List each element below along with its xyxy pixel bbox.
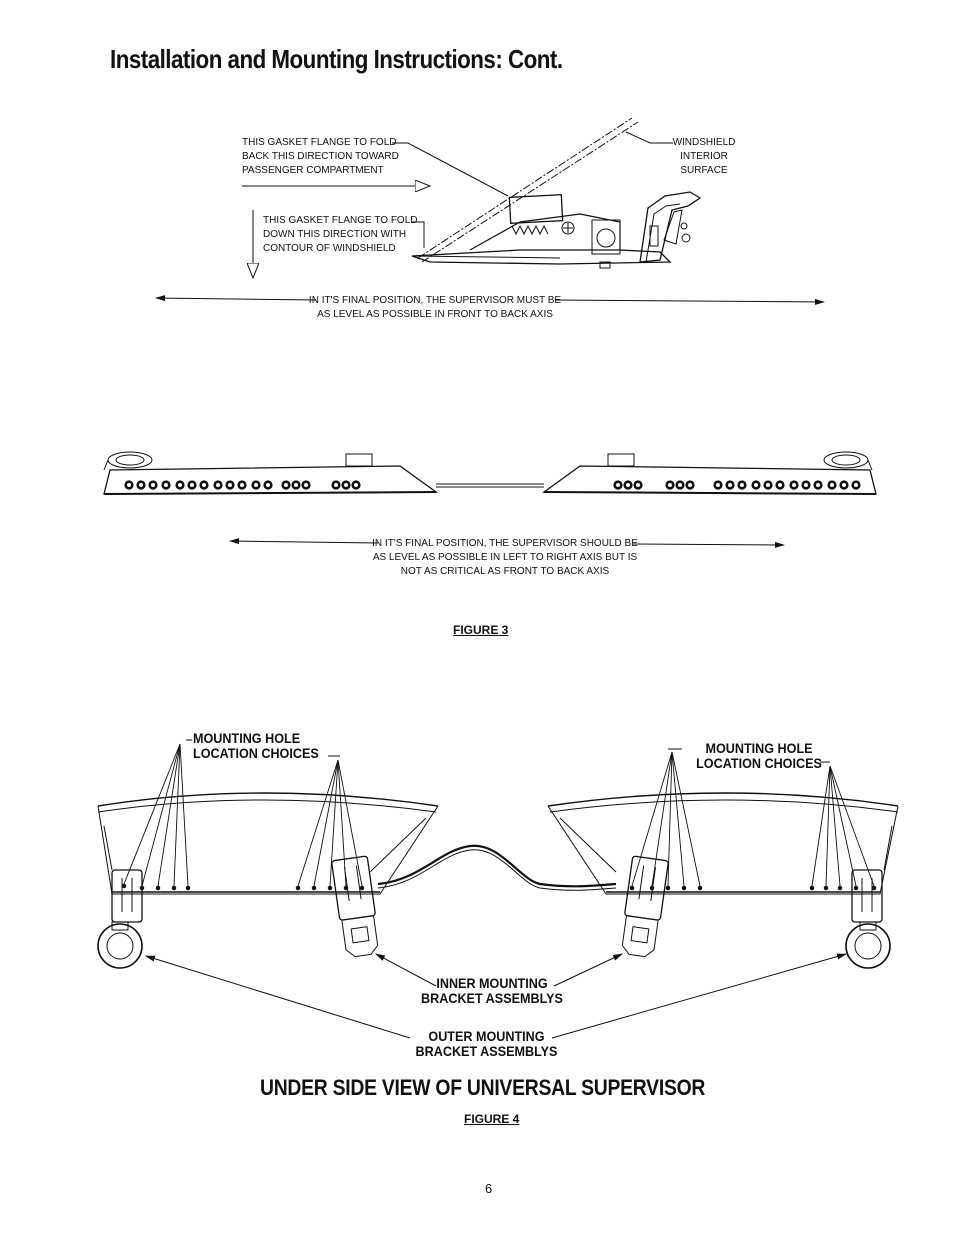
figure-3-label: FIGURE 3 bbox=[453, 623, 509, 637]
front-back-level-note: IN IT'S FINAL POSITION, THE SUPERVISOR MUST BE AS LEVEL AS POSSIBLE IN FRONT TO BACK AXIS bbox=[308, 295, 562, 320]
side-view-diagram bbox=[156, 118, 824, 302]
left-right-level-note: IN IT'S FINAL POSITION, THE SUPERVISOR SHOULD BE AS LEVEL AS POSSIBLE IN LEFT TO RIGHT AXIS BUT IS NOT AS CRITICAL AS FRONT TO BACK AXIS bbox=[372, 538, 638, 577]
page-title: Installation and Mounting Instructions: Cont. bbox=[110, 44, 563, 74]
outer-bracket-label: OUTER MOUNTING BRACKET ASSEMBLYS bbox=[415, 1028, 558, 1059]
windshield-note: WINDSHIELD INTERIOR SURFACE bbox=[672, 137, 736, 176]
mounting-hole-label-left: MOUNTING HOLE LOCATION CHOICES bbox=[193, 730, 319, 761]
gasket-down-note: THIS GASKET FLANGE TO FOLD DOWN THIS DIRECTION WITH CONTOUR OF WINDSHIELD bbox=[263, 215, 418, 254]
front-view-diagram bbox=[104, 452, 876, 545]
left-led-modules bbox=[124, 480, 360, 489]
page-number: 6 bbox=[485, 1181, 493, 1196]
mounting-hole-label-right: MOUNTING HOLE LOCATION CHOICES bbox=[696, 740, 822, 771]
mounting-hole-leaders bbox=[122, 744, 876, 890]
figure-4-caption: UNDER SIDE VIEW OF UNIVERSAL SUPERVISOR bbox=[260, 1075, 706, 1100]
inner-bracket-label: INNER MOUNTING BRACKET ASSEMBLYS bbox=[421, 975, 563, 1006]
gasket-back-note: THIS GASKET FLANGE TO FOLD BACK THIS DIRECTION TOWARD PASSENGER COMPARTMENT bbox=[242, 137, 399, 176]
right-led-modules bbox=[613, 480, 860, 489]
underside-view-diagram bbox=[98, 740, 898, 1038]
figure-4-label: FIGURE 4 bbox=[464, 1112, 520, 1126]
